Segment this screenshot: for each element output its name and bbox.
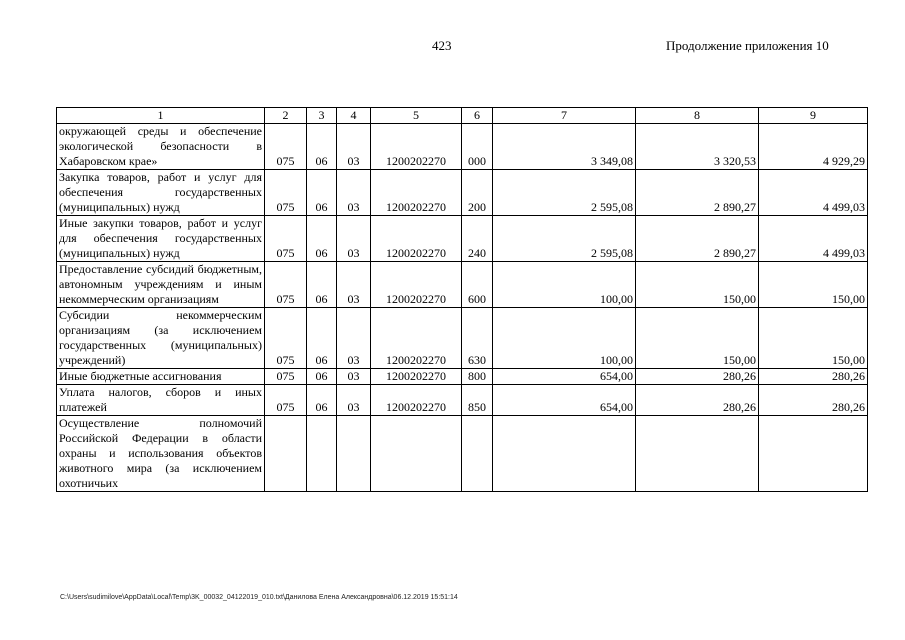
row-name: Иные бюджетные ассигнования [57, 369, 265, 385]
section-code: 06 [307, 262, 337, 308]
page-number: 423 [432, 38, 452, 53]
amount-col-8: 280,26 [636, 369, 759, 385]
amount-col-9: 150,00 [759, 262, 868, 308]
row-name: Иные закупки товаров, работ и услуг для обеспечения государственных (муниципальных) нужд [57, 216, 265, 262]
amount-col-8 [636, 416, 759, 492]
ministry-code [265, 416, 307, 492]
amount-col-9 [759, 416, 868, 492]
subsection-code: 03 [337, 216, 371, 262]
table-body [57, 124, 868, 492]
table-row [57, 170, 868, 216]
subsection-code: 03 [337, 385, 371, 416]
table-row [57, 262, 868, 308]
subsection-code: 03 [337, 170, 371, 216]
section-code: 06 [307, 216, 337, 262]
ministry-code: 075 [265, 369, 307, 385]
column-number-row [57, 108, 868, 124]
ministry-code: 075 [265, 170, 307, 216]
row-name: Осуществление полномочий Российской Федерации в области охраны и использования объектов животного мира (за исключением охотничьих [57, 416, 265, 492]
amount-col-9: 4 499,03 [759, 170, 868, 216]
subsection-code [337, 416, 371, 492]
ministry-code: 075 [265, 262, 307, 308]
row-name: Субсидии некоммерческим организациям (за исключением государственных (муниципальных) учреждений) [57, 308, 265, 369]
amount-col-7: 654,00 [493, 385, 636, 416]
column-header: 3 [307, 108, 337, 124]
section-code: 06 [307, 385, 337, 416]
amount-col-8: 3 320,53 [636, 124, 759, 170]
column-header: 9 [759, 108, 868, 124]
ministry-code: 075 [265, 124, 307, 170]
amount-col-8: 150,00 [636, 262, 759, 308]
expense-type-code: 240 [462, 216, 493, 262]
subsection-code: 03 [337, 308, 371, 369]
target-article-code: 1200202270 [371, 385, 462, 416]
amount-col-9: 4 929,29 [759, 124, 868, 170]
amount-col-9: 4 499,03 [759, 216, 868, 262]
target-article-code: 1200202270 [371, 216, 462, 262]
expense-type-code: 200 [462, 170, 493, 216]
target-article-code: 1200202270 [371, 262, 462, 308]
table-row [57, 369, 868, 385]
amount-col-9: 150,00 [759, 308, 868, 369]
target-article-code: 1200202270 [371, 369, 462, 385]
expense-type-code: 000 [462, 124, 493, 170]
row-name: Предоставление субсидий бюджетным, автономным учреждениям и иным некоммерческим организациям [57, 262, 265, 308]
table-row [57, 124, 868, 170]
expense-type-code: 850 [462, 385, 493, 416]
column-header: 5 [371, 108, 462, 124]
amount-col-7 [493, 416, 636, 492]
target-article-code [371, 416, 462, 492]
amount-col-9: 280,26 [759, 385, 868, 416]
amount-col-7: 2 595,08 [493, 216, 636, 262]
table-row [57, 308, 868, 369]
amount-col-7: 654,00 [493, 369, 636, 385]
section-code: 06 [307, 369, 337, 385]
column-header: 1 [57, 108, 265, 124]
target-article-code: 1200202270 [371, 308, 462, 369]
budget-table [56, 107, 868, 492]
section-code: 06 [307, 308, 337, 369]
section-code: 06 [307, 124, 337, 170]
file-path-footer: C:\Users\sudimilove\AppData\Local\Temp\3K_00032_04122019_010.txt\Данилова Елена Александровна\06.12.2019 15:51:14 [60, 594, 458, 601]
column-header: 4 [337, 108, 371, 124]
amount-col-7: 3 349,08 [493, 124, 636, 170]
target-article-code: 1200202270 [371, 124, 462, 170]
table-row [57, 216, 868, 262]
ministry-code: 075 [265, 385, 307, 416]
row-name: окружающей среды и обеспечение экологической безопасности в Хабаровском крае» [57, 124, 265, 170]
ministry-code: 075 [265, 216, 307, 262]
target-article-code: 1200202270 [371, 170, 462, 216]
continuation-label: Продолжение приложения 10 [666, 38, 829, 53]
amount-col-9: 280,26 [759, 369, 868, 385]
amount-col-8: 280,26 [636, 385, 759, 416]
subsection-code: 03 [337, 369, 371, 385]
row-name: Закупка товаров, работ и услуг для обеспечения государственных (муниципальных) нужд [57, 170, 265, 216]
subsection-code: 03 [337, 124, 371, 170]
amount-col-8: 2 890,27 [636, 170, 759, 216]
row-name: Уплата налогов, сборов и иных платежей [57, 385, 265, 416]
column-header: 6 [462, 108, 493, 124]
expense-type-code: 800 [462, 369, 493, 385]
subsection-code: 03 [337, 262, 371, 308]
amount-col-7: 100,00 [493, 262, 636, 308]
table-row [57, 385, 868, 416]
ministry-code: 075 [265, 308, 307, 369]
table-header [57, 108, 868, 124]
amount-col-8: 150,00 [636, 308, 759, 369]
amount-col-7: 100,00 [493, 308, 636, 369]
amount-col-8: 2 890,27 [636, 216, 759, 262]
section-code: 06 [307, 170, 337, 216]
column-header: 2 [265, 108, 307, 124]
expense-type-code [462, 416, 493, 492]
table-row [57, 416, 868, 492]
expense-type-code: 600 [462, 262, 493, 308]
expense-type-code: 630 [462, 308, 493, 369]
section-code [307, 416, 337, 492]
amount-col-7: 2 595,08 [493, 170, 636, 216]
column-header: 8 [636, 108, 759, 124]
column-header: 7 [493, 108, 636, 124]
